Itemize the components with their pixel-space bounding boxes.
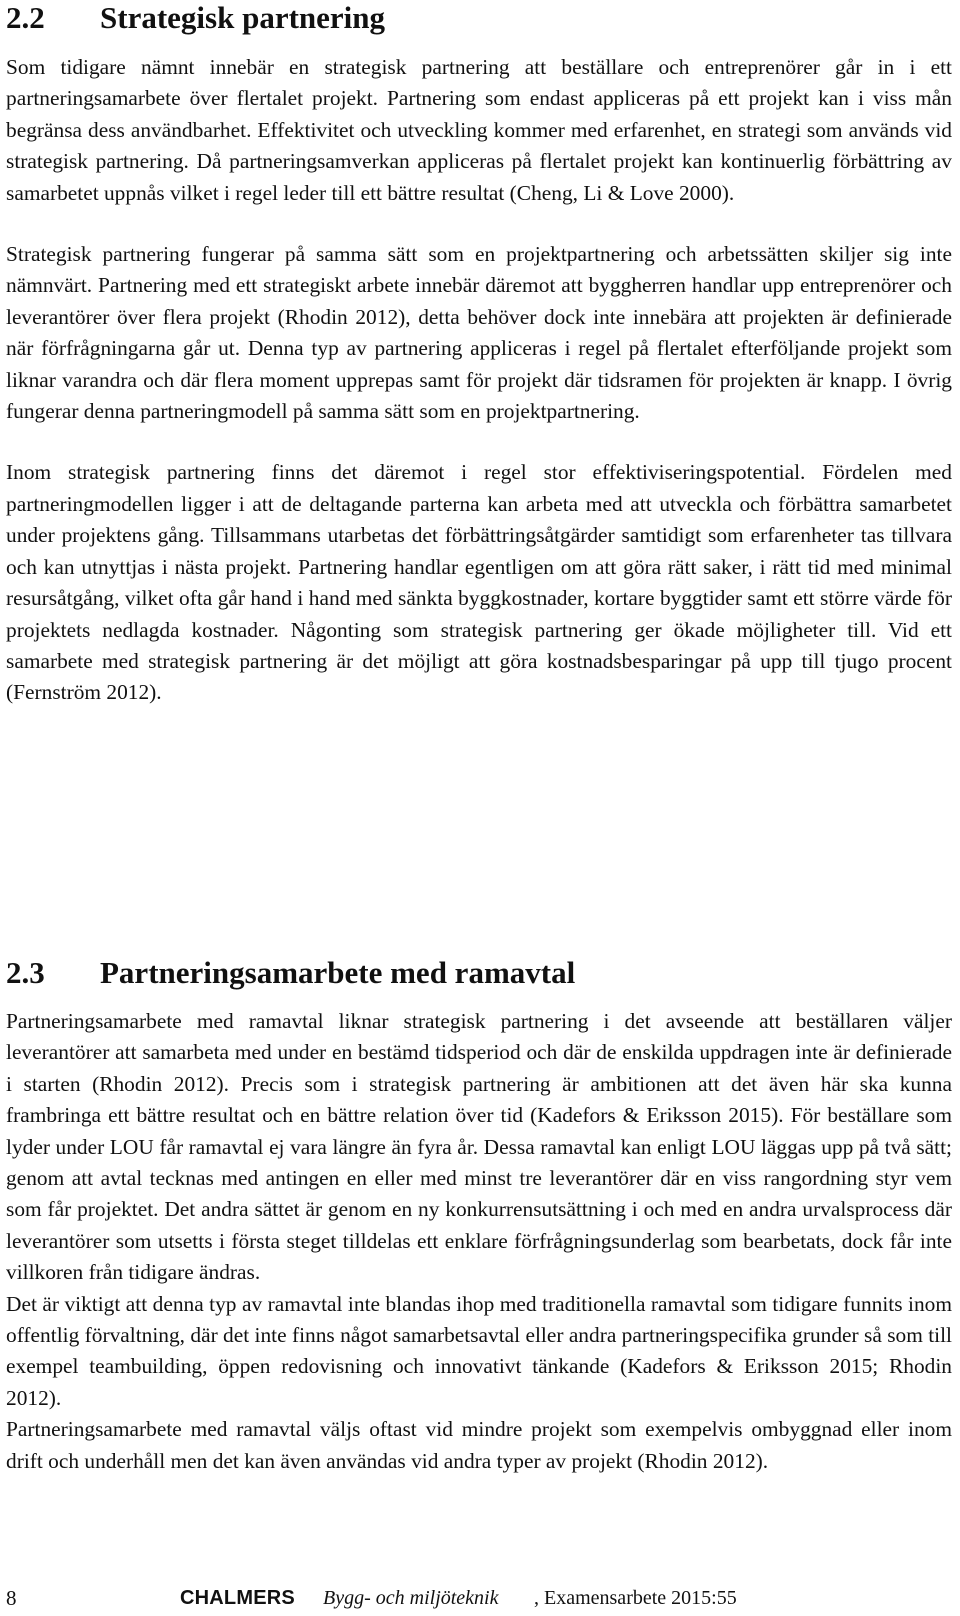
section-heading-2-3 xyxy=(6,955,575,991)
section-title: Strategisk partnering xyxy=(100,0,386,35)
department-name: Bygg- och miljöteknik xyxy=(323,1587,499,1609)
paragraph: Inom strategisk partnering finns det däremot i regel stor effektiviseringspotential. Fördelen med partneringmodellen ligger i att de deltagande parterna kan arbeta med att utveckla och förbättra samarbetet under projektens gång. Tillsammans utarbetas det förbättringsåtgärder samtidigt som erfarenheter tas tillvara och kan utnyttjas i nästa projekt. Partnering handlar egentligen om att göra rätt saker, i rätt tid med minimal resursåtgång, vilket ofta går hand i hand med sänkta byggkostnader, kortare byggtider samt ett större värde för projektets nedlagda kostnader. Någonting som strategisk partnering ger ökade möjligheter till. Vid ett samarbete med strategisk partnering är det möjligt att göra kostnadsbesparingar på upp till tjugo procent (Fernström 2012). xyxy=(6,460,952,705)
section-number: 2.3 xyxy=(6,955,45,990)
page-footer xyxy=(6,1584,952,1612)
paragraph: Strategisk partnering fungerar på samma sätt som en projektpartnering och arbetssätten skiljer sig inte nämnvärt. Partnering med ett strategiskt arbete innebär däremot att byggherren handlar upp entreprenörer och leverantörer över flera projekt (Rhodin 2012), detta behöver dock inte innebära att projekten är definierade när förfrågningarna går ut. Denna typ av partnering appliceras i regel på flertalet efterföljande projekt som liknar varandra och där flera moment upprepas samt för projekt där tidsramen för projekten är knapp. I övrig fungerar denna partneringmodell på samma sätt som en projektpartnering. xyxy=(6,242,952,424)
paragraph: Partneringsamarbete med ramavtal liknar strategisk partnering i det avseende att beställaren väljer leverantörer att samarbeta med under en bestämd tidsperiod och där de enskilda uppdragen inte är definierade i starten (Rhodin 2012). Precis som i strategisk partnering är ambitionen att det även här ska kunna frambringa ett bättre resultat och en bättre relation över tid (Kadefors & Eriksson 2015). För beställare som lyder under LOU får ramavtal ej vara längre än fyra år. Dessa ramavtal kan enligt LOU läggas upp på två sätt; genom att avtal tecknas med antingen en eller med minst tre leverantörer där en viss rangordning styr vem som får projektet. Det andra sättet är genom en ny konkurrensutsättning i och med en andra urvalsprocess där leverantörer som utsetts i första steget tilldelas ett enklare förfrågningsunderlag som bearbetats, dock får inte villkoren från tidigare ändras. xyxy=(6,1009,952,1285)
paragraph: Det är viktigt att denna typ av ramavtal inte blandas ihop med traditionella ramavtal som tidigare funnits inom offentlig förvaltning, där det inte finns något samarbetsavtal eller andra partneringspecifika grunder så som till exempel teambuilding, öppen redovisning och innovativt tänkande (Kadefors & Eriksson 2015; Rhodin 2012). xyxy=(6,1291,952,1410)
chalmers-logo-text: CHALMERS xyxy=(180,1587,295,1609)
paragraph: Partneringsamarbete med ramavtal väljs oftast vid mindre projekt som exempelvis ombyggnad eller inom drift och underhåll men det kan även användas vid andra typer av projekt (Rhodin 2012). xyxy=(6,1417,952,1473)
paragraph: Som tidigare nämnt innebär en strategisk partnering att beställare och entreprenörer går in i ett partneringsamarbete över flertalet projekt. Partnering som endast appliceras på ett projekt kan i viss mån begränsa dess användbarhet. Effektivitet och utveckling kommer med erfarenhet, en strategi som används vid strategisk partnering. Då partneringsamverkan appliceras på flertalet projekt kan kontinuerlig förbättring av samarbetet uppnås vilket i regel leder till ett bättre resultat (Cheng, Li & Love 2000). xyxy=(6,55,952,205)
section-heading-2-2 xyxy=(6,0,385,36)
page-number: 8 xyxy=(6,1586,17,1610)
section-number: 2.2 xyxy=(6,0,45,35)
section-body-2-2 xyxy=(6,52,952,709)
thesis-label: , Examensarbete 2015:55 xyxy=(534,1587,737,1609)
section-body-2-3 xyxy=(6,1006,952,1477)
section-title: Partneringsamarbete med ramavtal xyxy=(100,955,576,990)
